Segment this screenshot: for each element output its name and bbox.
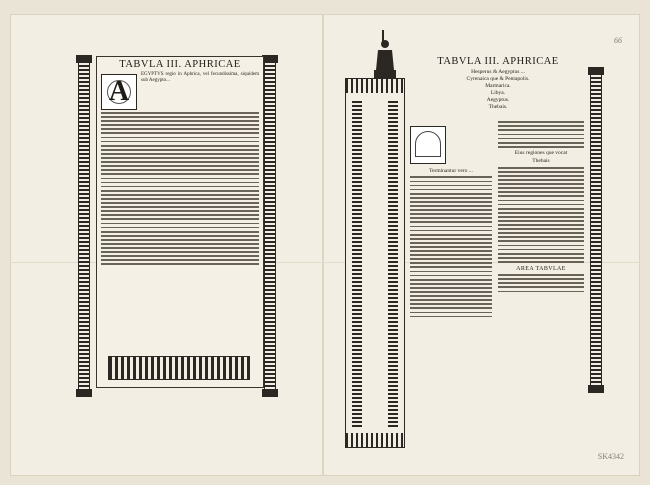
pencil-note-bottom: SK4342 — [597, 452, 624, 461]
right-column-a — [410, 166, 492, 320]
ornamental-tower — [345, 78, 405, 448]
lead-text: EGYPTVS regio in Aphrica, vel fecundissima, siquidem sub Aegypto... — [141, 72, 259, 84]
dropcap-letter: A — [108, 76, 130, 107]
region-item: Cyrenaica que & Pentapolis. — [466, 76, 530, 82]
pencil-note-top: 66 — [614, 36, 622, 45]
region-item: Aegyptus. — [486, 97, 510, 103]
sundial-illustration — [410, 126, 446, 164]
left-text-panel — [96, 56, 264, 388]
right-column-b — [498, 120, 584, 295]
center-fold — [322, 14, 324, 476]
left-pillar-outer — [78, 60, 90, 392]
body-text-lines — [97, 112, 263, 265]
column-b-head-2: Thebais — [532, 158, 550, 165]
region-item: Libya. — [490, 90, 506, 96]
column-b-head-1: Eius regiones que vocat — [514, 149, 568, 156]
region-item: Marmarica. — [485, 83, 511, 89]
region-item: Thebais. — [488, 104, 508, 110]
column-a-head: Terminantur vero ... — [429, 168, 473, 174]
right-title: TABVLA III. APHRICAE — [437, 56, 559, 67]
right-subtitle: Hesperus & Aegyptus ... — [471, 69, 525, 75]
region-list — [410, 76, 586, 111]
dropcap-illustration — [101, 74, 137, 110]
left-pillar-inner — [264, 60, 276, 392]
left-bottom-frieze — [108, 356, 250, 380]
left-title: TABVLA III. APHRICAE — [119, 59, 241, 70]
statue-figure — [372, 30, 398, 80]
right-header — [410, 54, 586, 124]
right-pillar-outer — [590, 72, 602, 388]
area-heading: AREA TABVLAE — [516, 265, 566, 272]
